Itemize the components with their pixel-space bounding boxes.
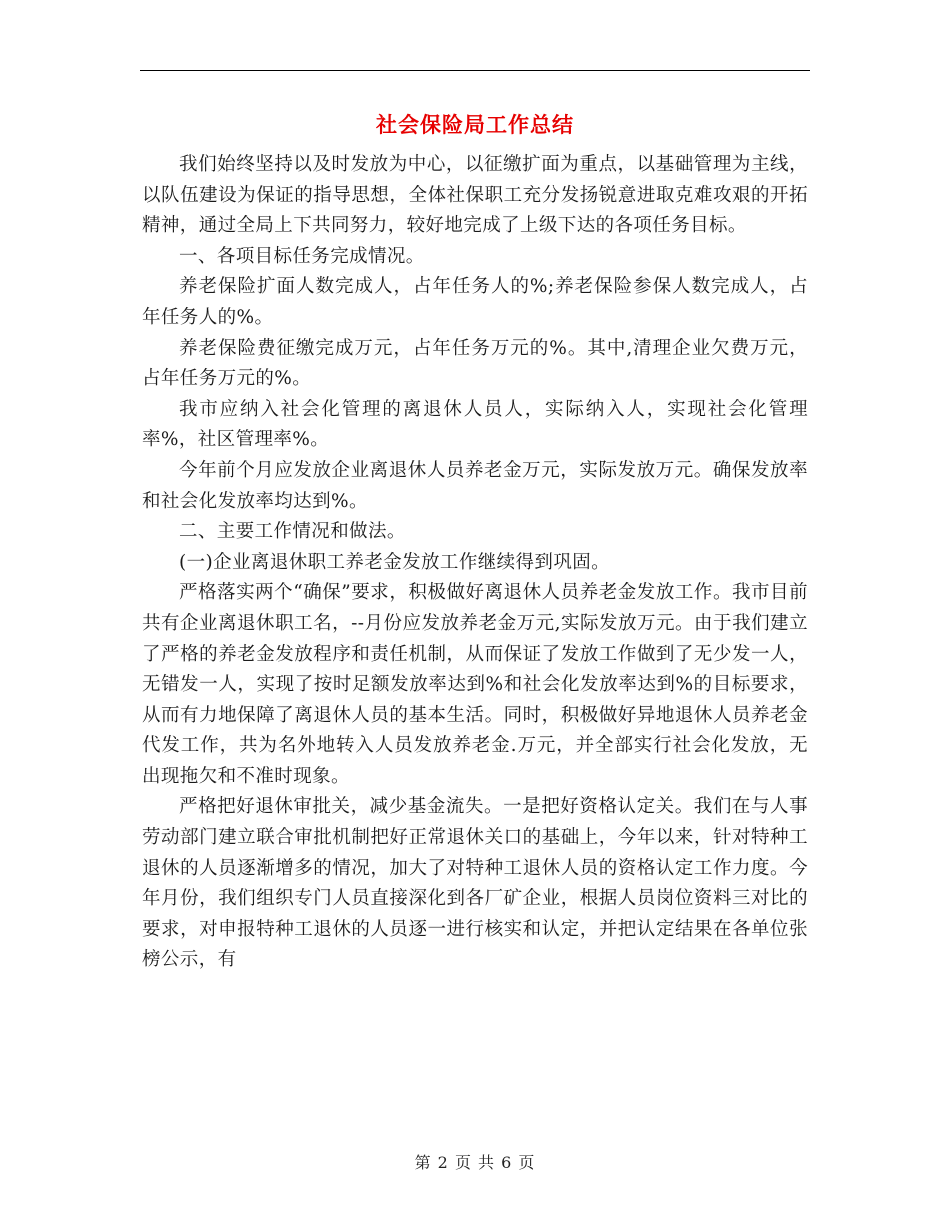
document-body — [142, 150, 808, 976]
paragraph: 养老保险扩面人数完成人，占年任务人的%;养老保险参保人数完成人，占年任务人的%。 — [142, 276, 808, 328]
header-rule — [140, 70, 810, 71]
paragraph: 今年前个月应发放企业离退休人员养老金万元，实际发放万元。确保发放率和社会化发放率均达到%。 — [142, 459, 808, 512]
paragraph: 我们始终坚持以及时发放为中心，以征缴扩面为重点，以基础管理为主线，以队伍建设为保证的指导思想，全体社保职工充分发扬锐意进取克难攻艰的开拓精神，通过全局上下共同努力，较好地完成了上级下达的各项任务目标。 — [142, 154, 808, 237]
document-title: 社会保险局工作总结 — [376, 112, 574, 137]
paragraph: 严格把好退休审批关，减少基金流失。一是把好资格认定关。我们在与人事劳动部门建立联合审批机制把好正常退休关口的基础上，今年以来，针对特种工退休的人员逐渐增多的情况，加大了对特种工退休人员的资格认定工作力度。今年月份，我们组织专门人员直接深化到各厂矿企业，根据人员岗位资料三对比的要求，对申报特种工退休的人员逐一进行核实和认定，并把认定结果在各单位张榜公示，有 — [142, 796, 808, 971]
subsection-heading: (一)企业离退休职工养老金发放工作继续得到巩固。 — [179, 551, 611, 573]
page-number: 第 2 页 共 6 页 — [414, 1153, 536, 1172]
section-heading: 二、主要工作情况和做法。 — [179, 521, 406, 543]
paragraph: 养老保险费征缴完成万元，占年任务万元的%。其中,清理企业欠费万元，占年任务万元的%。 — [142, 337, 808, 390]
paragraph: 严格落实两个“确保”要求，积极做好离退休人员养老金发放工作。我市目前共有企业离退休职工名，--月份应发放养老金万元,实际发放万元。由于我们建立了严格的养老金发放程序和责任机制，从而保证了发放工作做到了无少发一人，无错发一人，实现了按时足额发放率达到%和社会化发放率达到%的目标要求，从而有力地保障了离退休人员的基本生活。同时，积极做好异地退休人员养老金代发工作，共为名外地转入人员发放养老金.万元，并全部实行社会化发放，无出现拖欠和不准时现象。 — [142, 582, 808, 787]
paragraph: 我市应纳入社会化管理的离退休人员人，实际纳入人，实现社会化管理率%，社区管理率%。 — [142, 398, 808, 451]
section-heading: 一、各项目标任务完成情况。 — [179, 245, 425, 267]
